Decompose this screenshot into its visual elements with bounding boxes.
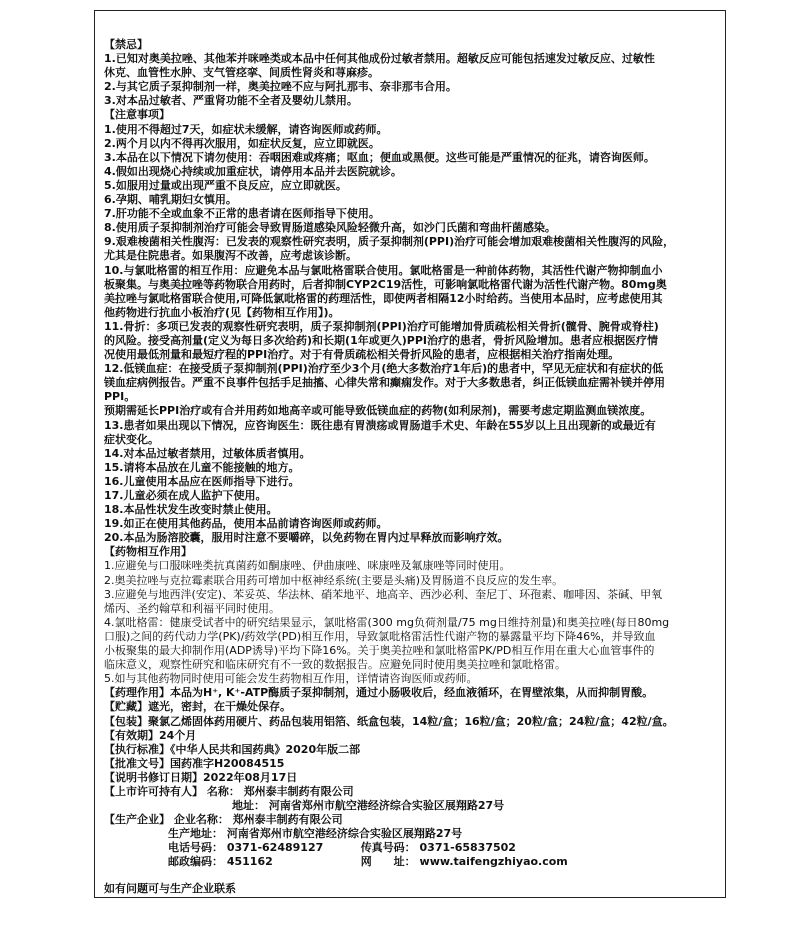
mah-name-label: 名称： xyxy=(206,784,240,798)
mah-label: 【上市许可持有人】 xyxy=(104,784,203,798)
text-line: 烯丙、圣约翰草和利福平同时使用。 xyxy=(104,601,280,615)
text-line: 5.如服用过量或出现严重不良反应，应立即就医。 xyxy=(104,178,347,192)
text-line: 休克、血管性水肿、支气管痉挛、间质性肾炎和荨麻疹。 xyxy=(104,66,379,80)
text-line: 1.使用不得超过7天，如症状未缓解，请咨询医师或药师。 xyxy=(104,122,388,136)
section-storage: 【贮藏】遮光，密封，在干燥处保存。 xyxy=(104,700,291,714)
manufacturer-name-label: 企业名称： xyxy=(173,813,229,827)
text-line: 预期需延长PPI治疗或有合并用药如地高辛或可能导致低镁血症的药物(如利尿剂)，需要考虑定期监测血镁浓度。 xyxy=(104,404,652,418)
mah-addr-label: 地址： xyxy=(232,799,265,813)
section-interactions xyxy=(104,545,708,686)
section-header: 【禁忌】 xyxy=(104,38,148,51)
text-line: PPI。 xyxy=(104,390,136,404)
section-standard: 【执行标准】《中华人民共和国药典》2020年版二部 xyxy=(104,742,361,756)
section-precautions xyxy=(104,108,708,545)
text-line: 美拉唑与氯吡格雷联合使用,可降低氯吡格雷的药理活性，即使两者相隔12小时给药。当使用本品时，应考虑使用其 xyxy=(104,291,663,305)
manufacturer-name: 郑州泰丰制药有限公司 xyxy=(232,813,343,827)
text-line: 6.孕期、哺乳期妇女慎用。 xyxy=(104,193,237,207)
text-line: 11.骨折：多项已发表的观察性研究表明，质子泵抑制剂(PPI)治疗可能增加骨质疏松相关骨折(髋骨、腕骨或脊柱) xyxy=(104,319,659,333)
text-line: 1.应避免与口服咪唑类抗真菌药如酮康唑、伊曲康唑、咪康唑及氟康唑等同时使用。 xyxy=(104,559,511,573)
text-line: 5.如与其他药物同时使用可能会发生药物相互作用，详情请咨询医师或药师。 xyxy=(104,672,478,686)
text-line: 2.奥美拉唑与克拉霉素联合用药可增加中枢神经系统(主要是头痛)及胃肠道不良反应的发生率。 xyxy=(104,573,564,587)
phone-label: 电话号码： xyxy=(168,841,223,855)
text-line: 8.使用质子泵抑制剂治疗可能会导致胃肠道感染风险轻微升高，如沙门氏菌和弯曲杆菌感染。 xyxy=(104,221,556,235)
section-header: 【注意事项】 xyxy=(104,108,170,122)
text-line: 3.本品在以下情况下请勿使用：吞咽困难或疼痛；呕血；便血或黑便。这些可能是严重情况的征兆，请咨询医师。 xyxy=(104,150,655,164)
text-line: 16.儿童使用本品应在医师指导下进行。 xyxy=(104,474,300,488)
text-line: 板聚集。与奥美拉唑等药物联合用药时，后者抑制CYP2C19活性，可影响氯吡格雷代谢为活性代谢产物。80mg奥 xyxy=(104,277,667,291)
text-line: 17.儿童必须在成人监护下使用。 xyxy=(104,489,267,502)
zip-label: 邮政编码： xyxy=(168,855,223,869)
text-line: 2.两个月以内不得再次服用，如症状反复，应立即就医。 xyxy=(104,136,380,150)
mah-address-row xyxy=(104,799,708,813)
section-contraindications xyxy=(104,38,708,108)
text-line: 10.与氯吡格雷的相互作用：应避免本品与氯吡格雷联合使用。氯吡格雷是一种前体药物，其活性代谢产物抑制血小 xyxy=(104,263,663,277)
text-line: 7.肝功能不全或血象不正常的患者请在医师指导下使用。 xyxy=(104,207,380,221)
text-line: 1.已知对奥美拉唑、其他苯并咪唑类或本品中任何其他成份过敏者禁用。超敏反应可能包括速发过敏反应、过敏性 xyxy=(104,52,655,66)
text-line: 3.应避免与地西泮(安定)、苯妥英、华法林、硝苯地平、地高辛、西沙必利、奎尼丁、环孢素、咖啡因、茶碱、甲氧 xyxy=(104,587,663,601)
manufacturer-label: 【生产企业】 xyxy=(104,813,170,827)
section-manufacturer xyxy=(104,813,708,869)
fax-label: 传真号码： xyxy=(360,841,416,855)
text-line: 4.假如出现烧心持续或加重症状，请停用本品并去医院就诊。 xyxy=(104,164,402,178)
section-validity: 【有效期】24个月 xyxy=(104,728,197,742)
text-line: 15.请将本品放在儿童不能接触的地方。 xyxy=(104,460,300,474)
zip-code: 451162 xyxy=(226,855,273,869)
section-approval: 【批准文号】国药准字H20084515 xyxy=(104,756,285,770)
mah-name-row xyxy=(104,785,708,799)
manufacturer-name-row xyxy=(104,813,708,827)
mah-name: 郑州泰丰制药有限公司 xyxy=(243,784,354,798)
text-line: 小板聚集的最大抑制作用(ADP诱导)平均下降16%。关于奥美拉唑和氯吡格雷PK/PD相互作用在重大心血管事件的 xyxy=(104,644,655,658)
website-label: 网 址： xyxy=(360,855,416,869)
mah-address: 河南省郑州市航空港经济综合实验区展翔路27号 xyxy=(268,799,505,813)
manufacturer-addr-label: 生产地址： xyxy=(168,827,223,841)
section-header: 【药物相互作用】 xyxy=(104,545,192,559)
text-line: 症状变化。 xyxy=(104,432,159,446)
text-line: 14.对本品过敏者禁用，过敏体质者慎用。 xyxy=(104,446,311,460)
text-line: 口服)之间的药代动力学(PK)/药效学(PD)相互作用，导致氯吡格雷活性代谢产物的暴露量平均下降46%，并导致血 xyxy=(104,629,656,643)
text-line: 他药物进行抗血小板治疗(见【药物相互作用】)。 xyxy=(104,305,340,319)
leaflet-content xyxy=(104,38,708,870)
manufacturer-address-row xyxy=(104,827,708,841)
section-pharmacology: 【药理作用】本品为H⁺, K⁺-ATP酶质子泵抑制剂，通过小肠吸收后，经血液循环，在胃壁浓集，从而抑制胃酸。 xyxy=(104,686,654,700)
text-line: 13.患者如果出现以下情况，应咨询医生：既往患有胃溃疡或胃肠道手术史、年龄在55岁以上且出现新的或最近有 xyxy=(104,418,656,432)
text-line: 尤其是住院患者。如果腹泻不改善，应考虑该诊断。 xyxy=(104,249,357,263)
website: www.taifengzhiyao.com xyxy=(419,855,568,869)
section-mah xyxy=(104,785,708,813)
text-line: 18.本品性状发生改变时禁止使用。 xyxy=(104,503,278,517)
footer-note: 如有问题可与生产企业联系 xyxy=(104,882,236,895)
fax-number: 0371-65837502 xyxy=(419,841,516,855)
text-line: 临床意义，观察性研究和临床研究有不一致的数据报告。应避免同时使用奥美拉唑和氯吡格雷。 xyxy=(104,658,566,672)
text-line: 镁血症病例报告。严重不良事件包括手足抽搐、心律失常和癫痫发作。对于大多数患者，纠正低镁血症需补镁并停用 xyxy=(104,376,665,390)
manufacturer-zip-row xyxy=(104,855,708,869)
section-packaging: 【包装】聚氯乙烯固体药用硬片、药品包装用铝箔、纸盒包装，14粒/盒；16粒/盒；20粒/盒；24粒/盒；42粒/盒。 xyxy=(104,714,674,728)
text-line: 的风险。接受高剂量(定义为每日多次给药)和长期(1年或更久)PPI治疗的患者，骨折风险增加。患者应根据医疗情 xyxy=(104,333,658,347)
text-line: 3.对本品过敏者、严重肾功能不全者及婴幼儿禁用。 xyxy=(104,94,358,108)
text-line: 4.氯吡格雷：健康受试者中的研究结果显示，氯吡格雷(300 mg负荷剂量/75 mg日维持剂量)和奥美拉唑(每日80mg xyxy=(104,615,670,629)
text-line: 20.本品为肠溶胶囊，服用时注意不要嚼碎，以免药物在胃内过早释放而影响疗效。 xyxy=(104,531,509,545)
text-line: 12.低镁血症：在接受质子泵抑制剂(PPI)治疗至少3个月(绝大多数治疗1年后)的患者中，罕见无症状和有症状的低 xyxy=(104,362,664,376)
manufacturer-address: 河南省郑州市航空港经济综合实验区展翔路27号 xyxy=(226,827,463,841)
text-line: 2.与其它质子泵抑制剂一样，奥美拉唑不应与阿扎那韦、奈非那韦合用。 xyxy=(104,80,457,94)
phone-number: 0371-62489127 xyxy=(226,841,324,855)
manufacturer-phone-row xyxy=(104,841,708,855)
text-line: 19.如正在使用其他药品，使用本品前请咨询医师或药师。 xyxy=(104,517,388,531)
text-line: 况使用最低剂量和最短疗程的PPI治疗。对于有骨质疏松相关骨折风险的患者，应根据相关治疗指南处理。 xyxy=(104,348,620,362)
section-revision-date: 【说明书修订日期】2022年08月17日 xyxy=(104,770,298,784)
text-line: 9.艰难梭菌相关性腹泻：已发表的观察性研究表明，质子泵抑制剂(PPI)治疗可能会增加艰难梭菌相关性腹泻的风险， xyxy=(104,235,675,249)
